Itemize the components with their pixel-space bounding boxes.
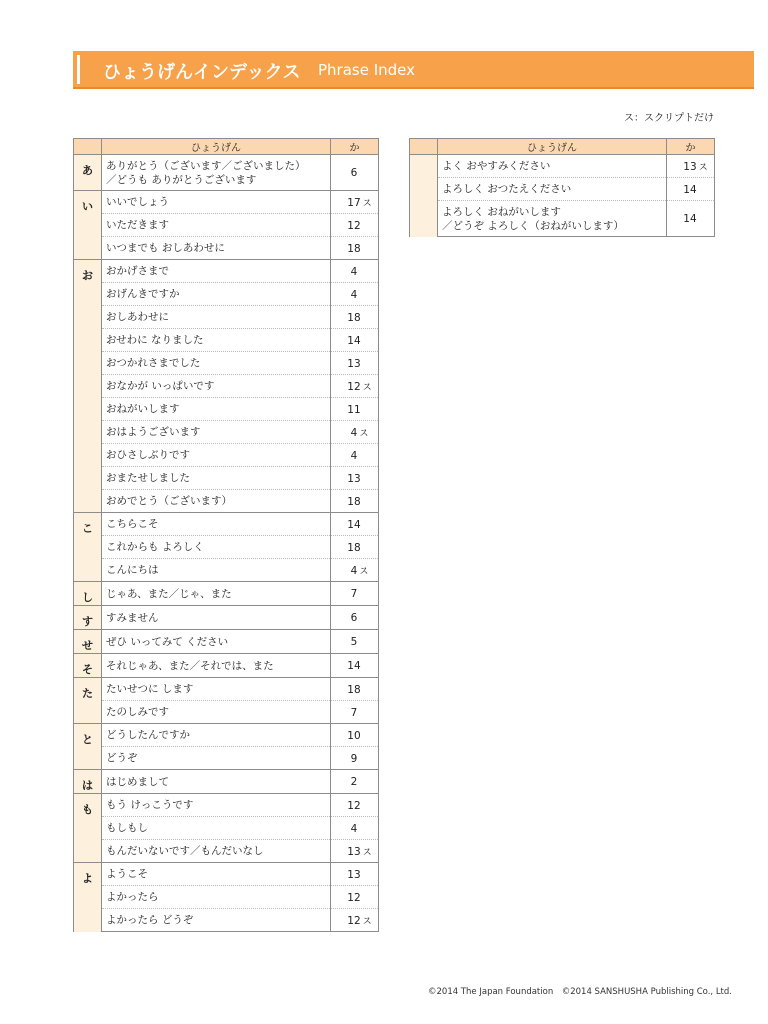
table-row xyxy=(74,352,379,375)
lesson-number-cell xyxy=(331,606,379,630)
lesson-number: 5 xyxy=(350,636,358,648)
script-only-mark: ス xyxy=(362,916,372,927)
phrase-cell xyxy=(102,606,331,630)
lesson-number: 4 xyxy=(350,288,358,301)
phrase-line: おまたせしました xyxy=(106,472,190,484)
lesson-number-cell xyxy=(331,701,379,724)
table-row xyxy=(74,909,379,932)
phrase-cell xyxy=(102,513,331,536)
index-letter: よ xyxy=(74,863,102,932)
phrase-line: いいでしょう xyxy=(106,196,169,208)
phrase-cell xyxy=(102,582,331,606)
phrase-line: はじめまして xyxy=(106,775,169,788)
lesson-number-cell xyxy=(331,260,379,283)
table-row xyxy=(410,201,715,237)
phrase-line: いつまでも おしあわせに xyxy=(106,242,225,254)
phrase-cell xyxy=(102,237,331,260)
phrase-cell xyxy=(102,654,331,678)
phrase-cell xyxy=(102,306,331,329)
lesson-number-cell xyxy=(331,191,379,214)
phrase-line: じゃあ、また／じゃ、また xyxy=(106,587,232,600)
table-row xyxy=(74,237,379,260)
phrase-line: おせわに なりました xyxy=(106,334,204,346)
lesson-number-cell xyxy=(331,794,379,817)
phrase-cell xyxy=(438,178,667,201)
phrase-cell xyxy=(102,794,331,817)
lesson-number-cell xyxy=(331,747,379,770)
phrase-cell xyxy=(102,352,331,375)
phrase-cell xyxy=(102,840,331,863)
lesson-number-cell xyxy=(331,352,379,375)
table-row xyxy=(74,701,379,724)
table-row xyxy=(74,817,379,840)
table-row xyxy=(74,283,379,306)
script-only-mark: ス xyxy=(359,428,369,439)
phrase-index-table-left xyxy=(73,138,379,932)
lesson-number: 12 xyxy=(347,914,361,927)
table-row xyxy=(74,467,379,490)
table-row xyxy=(74,306,379,329)
lesson-number: 4 xyxy=(350,822,358,835)
phrase-line: たのしみです xyxy=(106,706,169,718)
phrase-index-table-right xyxy=(409,138,715,237)
lesson-number: 13 xyxy=(347,868,361,881)
phrase-cell xyxy=(102,747,331,770)
lesson-number-cell xyxy=(331,283,379,306)
lesson-number: 18 xyxy=(347,242,361,255)
phrase-line: それじゃあ、また／それでは、また xyxy=(106,659,274,672)
table-row xyxy=(74,513,379,536)
table-row xyxy=(74,421,379,444)
phrase-cell xyxy=(102,444,331,467)
phrase-line: もしもし xyxy=(106,822,148,834)
lesson-number-cell xyxy=(331,214,379,237)
phrase-line: おかげさまで xyxy=(106,265,169,277)
lesson-number-cell xyxy=(331,306,379,329)
phrase-line: もう けっこうです xyxy=(106,799,194,811)
lesson-number: 4 xyxy=(350,449,358,462)
index-letter xyxy=(410,155,438,237)
lesson-number-cell xyxy=(331,559,379,582)
lesson-number: 7 xyxy=(350,706,358,719)
lesson-number: 14 xyxy=(347,660,361,672)
page-header xyxy=(73,51,754,89)
table-row xyxy=(74,770,379,794)
index-letter: も xyxy=(74,794,102,863)
lesson-number-cell xyxy=(331,840,379,863)
lesson-number-cell xyxy=(331,421,379,444)
phrase-line: おげんきですか xyxy=(106,288,180,300)
phrase-line: よろしく おつたえください xyxy=(442,183,572,195)
index-letter: せ xyxy=(74,630,102,654)
phrase-line: よかったら xyxy=(106,891,159,903)
phrase-cell xyxy=(102,817,331,840)
index-letter: し xyxy=(74,582,102,606)
phrase-line: いただきます xyxy=(106,219,169,231)
letter-column-header xyxy=(410,139,438,155)
lesson-column-header: か xyxy=(331,139,379,155)
lesson-number-cell xyxy=(667,201,715,237)
phrase-line: ようこそ xyxy=(106,868,148,880)
phrase-cell xyxy=(102,191,331,214)
phrase-line: こちらこそ xyxy=(106,518,159,530)
phrase-line: おねがいします xyxy=(106,403,180,415)
lesson-number: 18 xyxy=(347,311,361,324)
phrase-line: どうしたんですか xyxy=(106,729,190,741)
table-row xyxy=(74,329,379,352)
table-row xyxy=(74,559,379,582)
script-only-mark: ス xyxy=(359,566,369,577)
phrase-cell xyxy=(102,678,331,701)
phrase-cell xyxy=(102,375,331,398)
lesson-number-cell xyxy=(331,630,379,654)
page-subtitle: Phrase Index xyxy=(318,61,416,79)
phrase-line: たいせつに します xyxy=(106,683,194,695)
phrase-line: すみません xyxy=(106,611,159,624)
phrase-line: おつかれさまでした xyxy=(106,357,201,369)
lesson-number-cell xyxy=(331,490,379,513)
index-letter: そ xyxy=(74,654,102,678)
lesson-number: 2 xyxy=(350,776,358,788)
phrase-line: よろしく おねがいします xyxy=(442,205,561,218)
table-row xyxy=(74,747,379,770)
table-row xyxy=(74,678,379,701)
phrase-cell xyxy=(438,201,667,237)
index-letter: あ xyxy=(74,155,102,191)
phrase-line: よかったら どうぞ xyxy=(106,914,194,926)
lesson-number: 6 xyxy=(350,612,358,624)
table-row xyxy=(74,375,379,398)
table-row xyxy=(74,840,379,863)
phrase-line: おめでとう（ございます） xyxy=(106,495,232,507)
letter-column-header xyxy=(74,139,102,155)
phrase-column-header: ひょうげん xyxy=(438,139,667,155)
phrase-line: ／どうぞ よろしく（おねがいします） xyxy=(442,219,624,232)
lesson-number: 13 xyxy=(347,845,361,858)
lesson-number: 9 xyxy=(350,752,358,765)
phrase-cell xyxy=(102,886,331,909)
lesson-number-cell xyxy=(331,536,379,559)
phrase-cell xyxy=(102,536,331,559)
lesson-number: 4 xyxy=(350,426,358,439)
table-row xyxy=(74,155,379,191)
lesson-number: 6 xyxy=(350,167,358,179)
phrase-line: おなかが いっぱいです xyxy=(106,380,215,392)
phrase-cell xyxy=(102,701,331,724)
phrase-line: ／どうも ありがとうございます xyxy=(106,173,257,186)
lesson-number: 13 xyxy=(683,160,697,173)
table-row xyxy=(74,654,379,678)
phrase-line: これからも よろしく xyxy=(106,541,204,553)
table-row xyxy=(74,582,379,606)
lesson-number-cell xyxy=(331,444,379,467)
phrase-cell xyxy=(102,724,331,747)
lesson-number: 12 xyxy=(347,891,361,904)
phrase-cell xyxy=(102,398,331,421)
table-row xyxy=(74,606,379,630)
lesson-number-cell xyxy=(331,909,379,932)
index-letter: す xyxy=(74,606,102,630)
index-letter: た xyxy=(74,678,102,724)
lesson-number-cell xyxy=(331,678,379,701)
phrase-cell xyxy=(438,155,667,178)
lesson-number-cell xyxy=(331,329,379,352)
lesson-number-cell xyxy=(667,178,715,201)
index-letter: は xyxy=(74,770,102,794)
lesson-number-cell xyxy=(331,155,379,191)
table-row xyxy=(74,444,379,467)
page-title: ひょうげんインデックス xyxy=(103,62,301,83)
lesson-number-cell xyxy=(331,398,379,421)
phrase-cell xyxy=(102,155,331,191)
lesson-number: 14 xyxy=(683,213,697,225)
table-row xyxy=(74,724,379,747)
index-letter: い xyxy=(74,191,102,260)
phrase-line: ありがとう（ございます／ございました） xyxy=(106,159,306,172)
lesson-number: 12 xyxy=(347,380,361,393)
script-legend: ス：スクリプトだけ xyxy=(624,113,714,124)
phrase-line: おはようございます xyxy=(106,426,201,438)
lesson-number: 13 xyxy=(347,472,361,485)
table-row xyxy=(74,630,379,654)
phrase-cell xyxy=(102,909,331,932)
table-row xyxy=(74,260,379,283)
phrase-cell xyxy=(102,863,331,886)
table-row xyxy=(410,178,715,201)
lesson-number: 14 xyxy=(347,334,361,347)
phrase-line: よく おやすみください xyxy=(442,160,551,172)
table-row xyxy=(74,886,379,909)
script-only-mark: ス xyxy=(362,382,372,393)
phrase-cell xyxy=(102,260,331,283)
lesson-number: 12 xyxy=(347,219,361,232)
script-only-mark: ス xyxy=(698,162,708,173)
phrase-cell xyxy=(102,214,331,237)
phrase-line: もんだいないです／もんだいなし xyxy=(106,845,264,857)
script-only-mark: ス xyxy=(362,198,372,209)
lesson-number-cell xyxy=(331,817,379,840)
lesson-number: 4 xyxy=(350,564,358,577)
table-row xyxy=(410,155,715,178)
lesson-number: 18 xyxy=(347,541,361,554)
phrase-line: ぜひ いってみて ください xyxy=(106,635,229,648)
lesson-number-cell xyxy=(331,770,379,794)
lesson-number: 4 xyxy=(350,265,358,278)
script-only-mark: ス xyxy=(362,847,372,858)
lesson-number: 12 xyxy=(347,799,361,812)
lesson-number-cell xyxy=(331,724,379,747)
phrase-line: おしあわせに xyxy=(106,311,169,323)
phrase-cell xyxy=(102,770,331,794)
lesson-number-cell xyxy=(331,237,379,260)
lesson-number-cell xyxy=(331,863,379,886)
table-row xyxy=(74,398,379,421)
header-accent-bar xyxy=(77,55,80,84)
index-letter: こ xyxy=(74,513,102,582)
table-row xyxy=(74,490,379,513)
lesson-number-cell xyxy=(667,155,715,178)
lesson-number: 18 xyxy=(347,683,361,696)
lesson-number-cell xyxy=(331,654,379,678)
phrase-line: こんにちは xyxy=(106,564,159,576)
lesson-number: 7 xyxy=(350,588,358,600)
lesson-number-cell xyxy=(331,582,379,606)
phrase-line: どうぞ xyxy=(106,752,138,764)
phrase-cell xyxy=(102,421,331,444)
lesson-number-cell xyxy=(331,886,379,909)
phrase-cell xyxy=(102,490,331,513)
table-row xyxy=(74,214,379,237)
phrase-cell xyxy=(102,467,331,490)
lesson-number: 17 xyxy=(347,196,361,209)
lesson-column-header: か xyxy=(667,139,715,155)
lesson-number: 11 xyxy=(347,403,361,416)
lesson-number: 14 xyxy=(347,518,361,531)
table-row xyxy=(74,863,379,886)
lesson-number-cell xyxy=(331,467,379,490)
index-letter: と xyxy=(74,724,102,770)
lesson-number-cell xyxy=(331,375,379,398)
index-letter: お xyxy=(74,260,102,513)
copyright-footer: ©2014 The Japan Foundation ©2014 SANSHUSHA Publishing Co., Ltd. xyxy=(428,987,732,997)
table-row xyxy=(74,536,379,559)
table-row xyxy=(74,191,379,214)
phrase-cell xyxy=(102,630,331,654)
lesson-number: 13 xyxy=(347,357,361,370)
table-row xyxy=(74,794,379,817)
lesson-number: 10 xyxy=(347,729,361,742)
phrase-cell xyxy=(102,283,331,306)
phrase-cell xyxy=(102,329,331,352)
lesson-number-cell xyxy=(331,513,379,536)
phrase-cell xyxy=(102,559,331,582)
phrase-column-header: ひょうげん xyxy=(102,139,331,155)
phrase-line: おひさしぶりです xyxy=(106,449,190,461)
lesson-number: 18 xyxy=(347,495,361,508)
lesson-number: 14 xyxy=(683,183,697,196)
